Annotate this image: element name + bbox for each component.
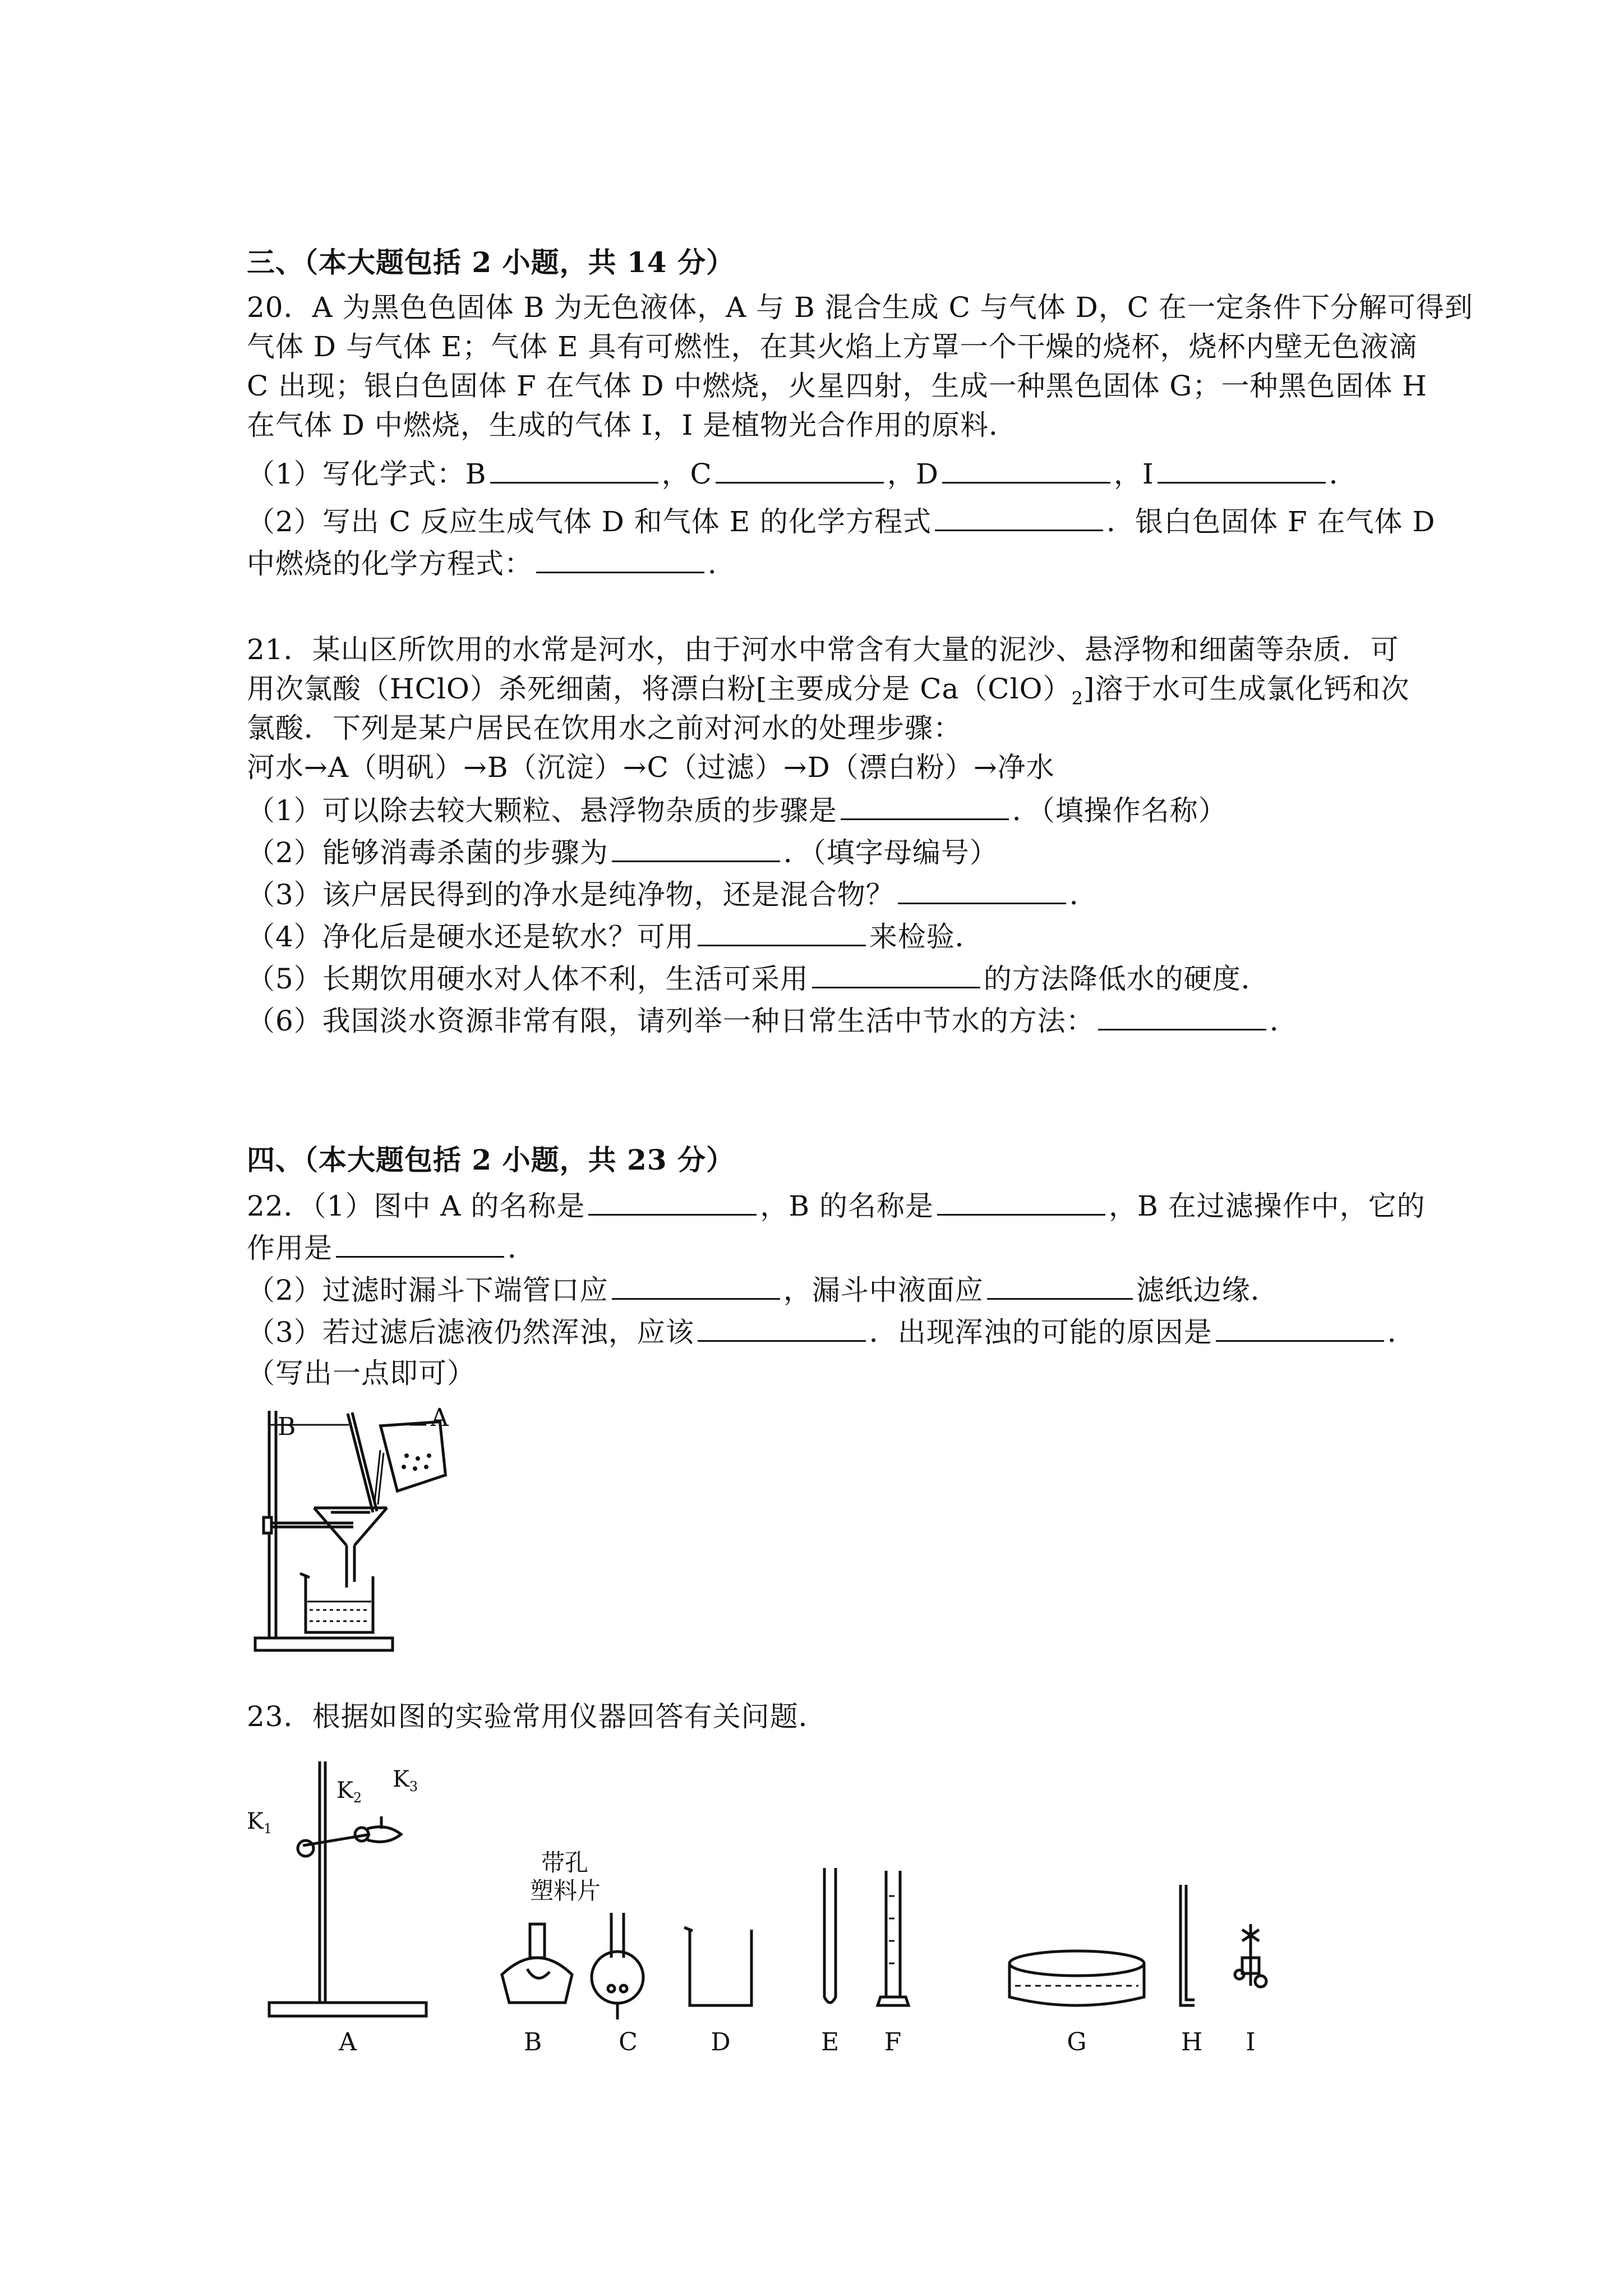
instrument-label-g: G: [1067, 2028, 1087, 2056]
q21-part-4: [247, 919, 984, 954]
answer-blank-c[interactable]: [716, 456, 884, 484]
q22-l3-prefix: （2）过滤时漏斗下端管口应: [247, 1274, 608, 1306]
q21-p3-suffix: ．: [1069, 878, 1098, 911]
answer-blank-i[interactable]: [1158, 456, 1326, 484]
q21-process-steps: 河水→A（明矾）→B（沉淀）→C（过滤）→D（漂白粉）→净水: [247, 751, 1055, 784]
answer-blank-d[interactable]: [942, 456, 1110, 484]
figure-note-line-2: 塑料片: [530, 1877, 601, 1904]
q21-part-2: [247, 835, 998, 869]
instrument-label-a: A: [339, 2028, 357, 2056]
q22-line-3: [247, 1272, 1279, 1307]
figure-label-a: A: [431, 1404, 449, 1432]
answer-blank-equation-2[interactable]: [536, 546, 704, 573]
instrument-label-d: D: [711, 2028, 731, 2056]
figure-k3-label: $K_3$: [393, 1766, 418, 1795]
answer-blank-action[interactable]: [698, 1314, 866, 1342]
q22-l1-suffix: ，B 在过滤操作中，它的: [1108, 1190, 1426, 1222]
q21-stem-line-2-text: 用次氯酸（HClO）杀死细菌，将漂白粉[主要成分是 Ca（ClO）: [247, 673, 1072, 705]
answer-blank-funnel-tip[interactable]: [612, 1272, 780, 1300]
q21-p6-suffix: ．: [1269, 1005, 1298, 1037]
instrument-label-h: H: [1181, 2028, 1203, 2056]
instrument-label-f: F: [884, 2028, 902, 2056]
q22-l2-suffix: ．: [508, 1232, 536, 1264]
q20-part-2-line-2: [247, 546, 736, 581]
figure-k1-label: $K_1$: [247, 1809, 273, 1837]
answer-blank-name-b[interactable]: [937, 1188, 1105, 1216]
figure-k2-label: $K_2$: [336, 1778, 362, 1806]
q22-line-1: [247, 1188, 1426, 1223]
instrument-label-b: B: [523, 2028, 542, 2056]
q22-l4-mid: ．出现浑浊的可能的原因是: [869, 1316, 1212, 1349]
q21-part-5: [247, 961, 1270, 996]
q21-stem-line-3: 氯酸．下列是某户居民在饮用水之前对河水的处理步骤：: [247, 712, 962, 744]
answer-blank-liquid-level[interactable]: [987, 1272, 1133, 1300]
answer-blank-equation-1[interactable]: [935, 504, 1103, 531]
answer-blank-q21-3[interactable]: [898, 877, 1066, 904]
figure-note-line-1: 带孔: [541, 1849, 589, 1876]
q20-stem-line-2: 气体 D 与气体 E；气体 E 具有可燃性，在其火焰上方罩一个干燥的烧杯，烧杯内壁无色液滴: [247, 330, 1418, 363]
q22-l1-mid: ，B 的名称是: [760, 1190, 934, 1222]
q21-p1-prefix: （1）可以除去较大颗粒、悬浮物杂质的步骤是: [247, 794, 837, 827]
q20-p1-d: ，D: [887, 458, 939, 490]
answer-blank-q21-2[interactable]: [612, 835, 780, 862]
answer-blank-q21-6[interactable]: [1098, 1003, 1266, 1030]
q21-stem-line-1: 21．某山区所饮用的水常是河水，由于河水中常含有大量的泥沙、悬浮物和细菌等杂质．可: [247, 633, 1399, 666]
q20-part-1: [247, 456, 1358, 491]
answer-blank-name-a[interactable]: [588, 1188, 757, 1216]
q20-p2-prefix: （2）写出 C 反应生成气体 D 和气体 E 的化学方程式: [247, 505, 932, 538]
q21-p4-suffix: 来检验．: [869, 921, 984, 953]
q22-l2-prefix: 作用是: [247, 1232, 333, 1264]
q21-part-3: [247, 877, 1098, 912]
q20-stem-line-1: 20．A 为黑色色固体 B 为无色液体，A 与 B 混合生成 C 与气体 D，C 在一定条件下分解可得到: [247, 291, 1473, 324]
q21-p3-prefix: （3）该户居民得到的净水是纯净物，还是混合物？: [247, 878, 895, 911]
q21-part-1: [247, 793, 1227, 827]
lab-instruments-figure: [247, 1750, 1346, 2064]
q20-p2-mid: ．银白色固体 F 在气体 D: [1106, 505, 1436, 538]
q21-p1-suffix: ．（填操作名称）: [1012, 794, 1227, 827]
q20-part-2: [247, 504, 1436, 539]
q21-stem-line-2: [247, 672, 1409, 715]
answer-blank-q21-1[interactable]: [841, 793, 1009, 820]
q20-p1-i: ，I: [1113, 458, 1154, 490]
q20-p1-c: ，C: [661, 458, 712, 490]
section-4-heading: 四、（本大题包括 2 小题，共 23 分）: [247, 1143, 735, 1176]
q21-p5-prefix: （5）长期饮用硬水对人体不利，生活可采用: [247, 963, 809, 995]
q20-p2-end: ．: [708, 547, 736, 580]
q22-l4-suffix: ．: [1387, 1316, 1416, 1349]
q22-line-4: [247, 1314, 1416, 1349]
answer-blank-q21-5[interactable]: [812, 961, 980, 988]
q22-l1-prefix: 22．（1）图中 A 的名称是: [247, 1190, 585, 1222]
answer-blank-function-b[interactable]: [336, 1230, 504, 1258]
q21-p2-prefix: （2）能够消毒杀菌的步骤为: [247, 836, 608, 869]
instrument-label-e: E: [820, 2028, 840, 2056]
instrument-label-i: I: [1246, 2028, 1256, 2056]
q21-p6-prefix: （6）我国淡水资源非常有限，请列举一种日常生活中节水的方法：: [247, 1005, 1095, 1037]
q20-p1-end: ．: [1329, 458, 1358, 490]
q22-l3-mid: ，漏斗中液面应: [783, 1274, 984, 1306]
q21-p4-prefix: （4）净化后是硬水还是软水？可用: [247, 921, 694, 953]
section-3-heading: 三、（本大题包括 2 小题，共 14 分）: [247, 246, 735, 279]
q20-stem-line-3: C 出现；银白色固体 F 在气体 D 中燃烧，火星四射，生成一种黑色固体 G；一种黑色固体 H: [247, 370, 1427, 402]
instrument-label-c: C: [619, 2028, 638, 2056]
q23-stem: 23．根据如图的实验常用仪器回答有关问题．: [247, 1700, 827, 1733]
answer-blank-q21-4[interactable]: [698, 919, 866, 946]
q22-line-2: [247, 1230, 536, 1265]
figure-label-b: B: [278, 1412, 296, 1441]
q21-p5-suffix: 的方法降低水的硬度．: [983, 963, 1270, 995]
q20-p1-prefix: （1）写化学式：B: [247, 458, 487, 490]
q21-p2-suffix: ．（填字母编号）: [783, 836, 998, 869]
filtration-apparatus-figure: [247, 1402, 460, 1660]
q22-l3-suffix: 滤纸边缘．: [1136, 1274, 1279, 1306]
q21-stem-line-2-suffix: ]溶于水可生成氯化钙和次: [1083, 673, 1410, 705]
q22-l4-prefix: （3）若过滤后滤液仍然浑浊，应该: [247, 1316, 694, 1349]
q20-p2-line2-prefix: 中燃烧的化学方程式：: [247, 547, 533, 580]
q21-part-6: [247, 1003, 1298, 1038]
q22-line-5: （写出一点即可）: [247, 1357, 476, 1389]
q20-stem-line-4: 在气体 D 中燃烧，生成的气体 I，I 是植物光合作用的原料．: [247, 409, 1018, 441]
answer-blank-reason[interactable]: [1216, 1314, 1384, 1342]
q21-subscript: 2: [1071, 688, 1083, 709]
answer-blank-b[interactable]: [490, 456, 658, 484]
